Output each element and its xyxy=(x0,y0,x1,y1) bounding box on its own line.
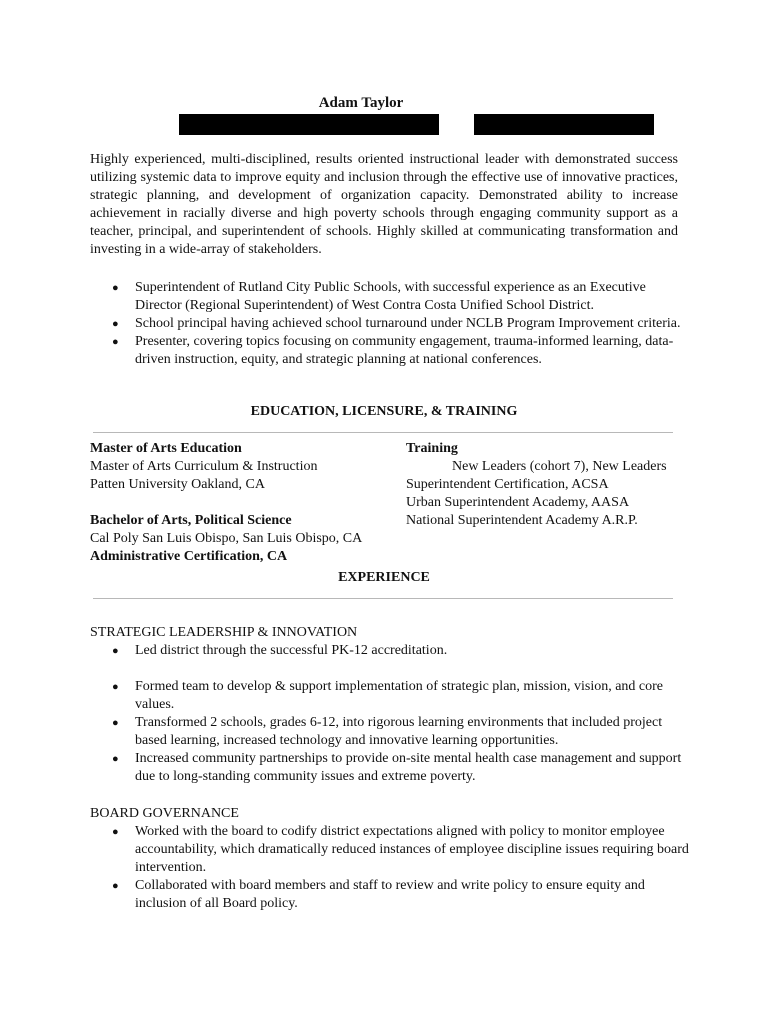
training-item: National Superintendent Academy A.R.P. xyxy=(406,513,638,528)
redacted-contact-info xyxy=(179,114,439,135)
board-governance-section xyxy=(90,805,690,913)
list-item: ● Formed team to develop & support implementation of strategic plan, mission, vision, and core values. xyxy=(90,678,690,714)
board-governance-title: BOARD GOVERNANCE xyxy=(90,806,239,821)
list-item: ● Collaborated with board members and staff to review and write policy to ensure equity and inclusion of all Board policy. xyxy=(90,877,690,913)
strategic-leadership-list xyxy=(90,642,690,660)
board-governance-list xyxy=(90,823,690,913)
training-item: New Leaders (cohort 7), New Leaders xyxy=(452,459,667,474)
training-block xyxy=(406,440,706,530)
list-item: ● Superintendent of Rutland City Public Schools, with successful experience as an Executive Director (Regional Superintendent) of West Contra Costa Unified School District. xyxy=(90,279,690,315)
education-heading: EDUCATION, LICENSURE, & TRAINING xyxy=(250,404,518,419)
list-item: ● Presenter, covering topics focusing on community engagement, trauma-informed learning, data-driven instruction, equity, and strategic planning at national conferences. xyxy=(90,333,690,369)
bachelors-school: Cal Poly San Luis Obispo, San Luis Obispo, CA xyxy=(90,531,363,546)
list-item: ● Increased community partnerships to provide on-site mental health case management and support due to long-standing community issues and extreme poverty. xyxy=(90,750,690,786)
list-item: ● Worked with the board to codify district expectations aligned with policy to monitor employee accountability, which dramatically reduced instances of employee discipline issues requiring board intervention. xyxy=(90,823,690,877)
list-item: ● Transformed 2 schools, grades 6-12, into rigorous learning environments that included project based learning, increased technology and innovative learning opportunities. xyxy=(90,714,690,750)
redacted-contact-info xyxy=(474,114,654,135)
bachelors-title: Bachelor of Arts, Political Science xyxy=(90,513,292,528)
list-item: ● Led district through the successful PK-12 accreditation. xyxy=(90,642,690,660)
section-divider xyxy=(93,598,673,599)
professional-summary: Highly experienced, multi-disciplined, results oriented instructional leader with demonstrated success utilizing systemic data to improve equity and inclusion through the effective use of innovative practices, strategic planning, and development of organization capacity. Demonstrated ability to increase achievement in racially diverse and high poverty schools through engaging community support as a teacher, principal, and superintendent of schools. Highly skilled at communicating transformation and investing in a wide-array of stakeholders. xyxy=(90,152,678,257)
training-title: Training xyxy=(406,441,458,456)
section-divider xyxy=(93,432,673,433)
candidate-name: Adam Taylor xyxy=(318,95,404,111)
strategic-leadership-section xyxy=(90,624,690,786)
admin-certification: Administrative Certification, CA xyxy=(90,549,288,564)
highlights-list xyxy=(90,279,690,369)
training-item: Superintendent Certification, ACSA xyxy=(406,477,609,492)
experience-heading: EXPERIENCE xyxy=(338,570,430,585)
training-item: Urban Superintendent Academy, AASA xyxy=(406,495,630,510)
strategic-leadership-title: STRATEGIC LEADERSHIP & INNOVATION xyxy=(90,625,358,640)
masters-school: Patten University Oakland, CA xyxy=(90,477,265,492)
masters-title: Master of Arts Education xyxy=(90,441,242,456)
masters-detail: Master of Arts Curriculum & Instruction xyxy=(90,459,318,474)
education-degrees xyxy=(90,440,400,566)
strategic-leadership-list xyxy=(90,678,690,786)
list-item: ● School principal having achieved school turnaround under NCLB Program Improvement criteria. xyxy=(90,315,690,333)
